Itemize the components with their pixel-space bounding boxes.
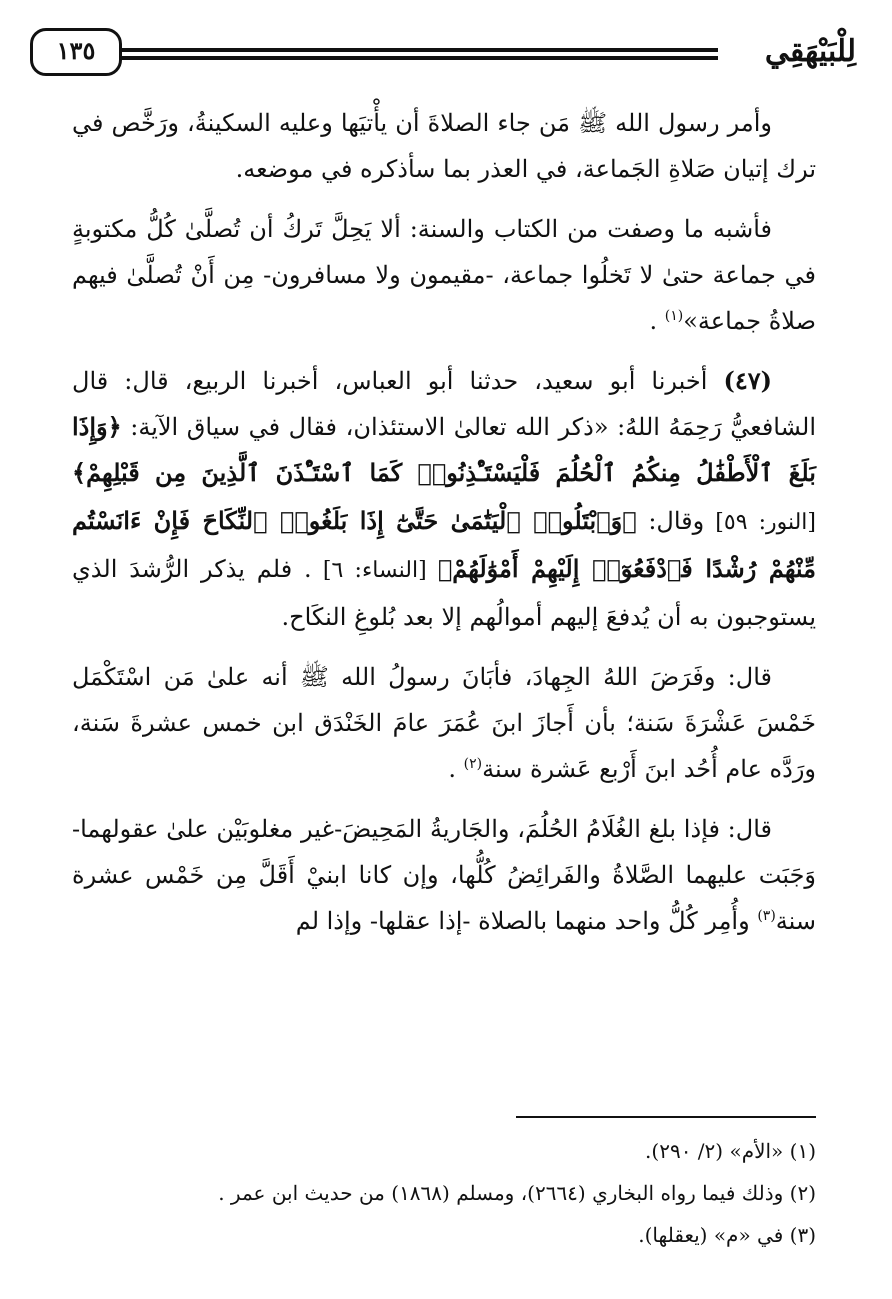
quran-verse-2: ﴿وَٱبْتَلُوا۟ ٱلْيَتَٰمَىٰ حَتَّىٰٓ إِذَا بَلَغُوا۟ ٱلنِّكَاحَ فَإِنْ ءَانَسْتُم مِّنْهُمْ رُشْدًا فَٱدْفَعُوٓا۟ إِلَيْهِمْ أَمْوَٰلَهُمْ﴾	[72, 506, 817, 583]
paragraph-text: فأشبه ما وصفت من الكتاب والسنة: ألا يَحِلَّ تَركُ أن تُصلَّىٰ كُلُّ مكتوبةٍ في جماعة حتىٰ لا تَخلُوا جماعة، -مقيمون ولا مسافرون- مِن أَنْ تُصلَّىٰ فيهم صلاةُ جماعة»	[72, 215, 816, 335]
footnote-marker: (٣)	[757, 908, 776, 924]
page-header	[30, 28, 856, 86]
paragraph-3	[72, 358, 816, 640]
footnote-separator	[516, 1116, 816, 1118]
paragraph-tail: .	[649, 307, 665, 335]
footnote-1: (١) «الأم» (٢/ ٢٩٠).	[645, 1139, 816, 1163]
paragraph-text: وأمر رسول الله ﷺ مَن جاء الصلاةَ أن يأْتيَها وعليه السكينةُ، ورَخَّص في ترك إتيان صَلاةِ الجَماعة، في العذر بما سأذكره في موضعه.	[72, 109, 816, 183]
paragraph-5	[72, 806, 816, 944]
paragraph-text: قال: وفَرَضَ اللهُ الجِهادَ، فأبَانَ رسولُ الله ﷺ أنه علىٰ مَن اسْتَكْمَل خَمْسَ عَشْرَةَ سَنة؛ بأن أَجازَ ابنَ عُمَرَ عامَ الخَنْدَق ابن خمس عشرةَ سَنة، ورَدَّه عام أُحُد ابنَ أَرْبع عَشرة سنة	[72, 663, 816, 783]
footnotes	[72, 1130, 816, 1256]
header-double-rule	[108, 48, 718, 60]
footnote-marker: (١)	[664, 308, 684, 324]
paragraph-text-mid: وقال:	[636, 507, 705, 535]
quran-verse-1: ﴿وَإِذَا بَلَغَ ٱلْأَطْفَٰلُ مِنكُمُ ٱلْحُلُمَ فَلْيَسْتَـْٔذِنُوا۟ كَمَا ٱسْتَـْٔذَنَ ٱلَّذِينَ مِن قَبْلِهِمْ﴾	[72, 412, 816, 487]
quran-reference-2: [النساء: ٦]	[311, 558, 438, 583]
footnote-marker: (٢)	[463, 756, 483, 772]
page-number: ١٣٥	[30, 28, 122, 76]
paragraph-text-end: . فلم يذكر الرُّشدَ الذي يستوجبون به أن يُدفعَ إليهم أموالُهم إلا بعد بُلوغِ النكَاح.	[72, 555, 816, 631]
paragraph-tail: .	[448, 755, 464, 783]
footnote-2: (٢) وذلك فيما رواه البخاري (٢٦٦٤)، ومسلم (١٨٦٨) من حديث ابن عمر .	[218, 1181, 816, 1205]
paragraph-text: قال: فإذا بلغ الغُلَامُ الحُلُمَ، والجَاريةُ المَحِيضَ-غير مغلوبَيْن علىٰ عقولهما- وَجَبَت عليهما الصَّلاةُ والفَرائِضُ كُلُّها، وإن كانا ابنيْ أَقَلَّ مِن خَمْس عشرة سنة	[72, 815, 816, 935]
paragraph-1	[72, 100, 816, 192]
paragraph-2	[72, 206, 816, 344]
paragraph-text: أخبرنا أبو سعيد، حدثنا أبو العباس، أخبرنا الربيع، قال: قال الشافعيُّ رَحِمَهُ اللهُ: «ذكر الله تعالىٰ الاستئذان، فقال في سياق الآية:	[72, 367, 816, 441]
running-title: لِلْبَيْهَقِي	[764, 34, 856, 69]
quran-reference-1: [النور: ٥٩]	[704, 510, 817, 535]
footnote-3: (٣) في «م» (يعقلها).	[638, 1223, 816, 1247]
main-text	[72, 100, 816, 958]
paragraph-text-continued: وأُمِر كُلُّ واحد منهما بالصلاة -إذا عقلها- وإذا لم	[295, 907, 758, 935]
paragraph-4	[72, 654, 816, 792]
hadith-number: (٤٧)	[723, 366, 772, 395]
